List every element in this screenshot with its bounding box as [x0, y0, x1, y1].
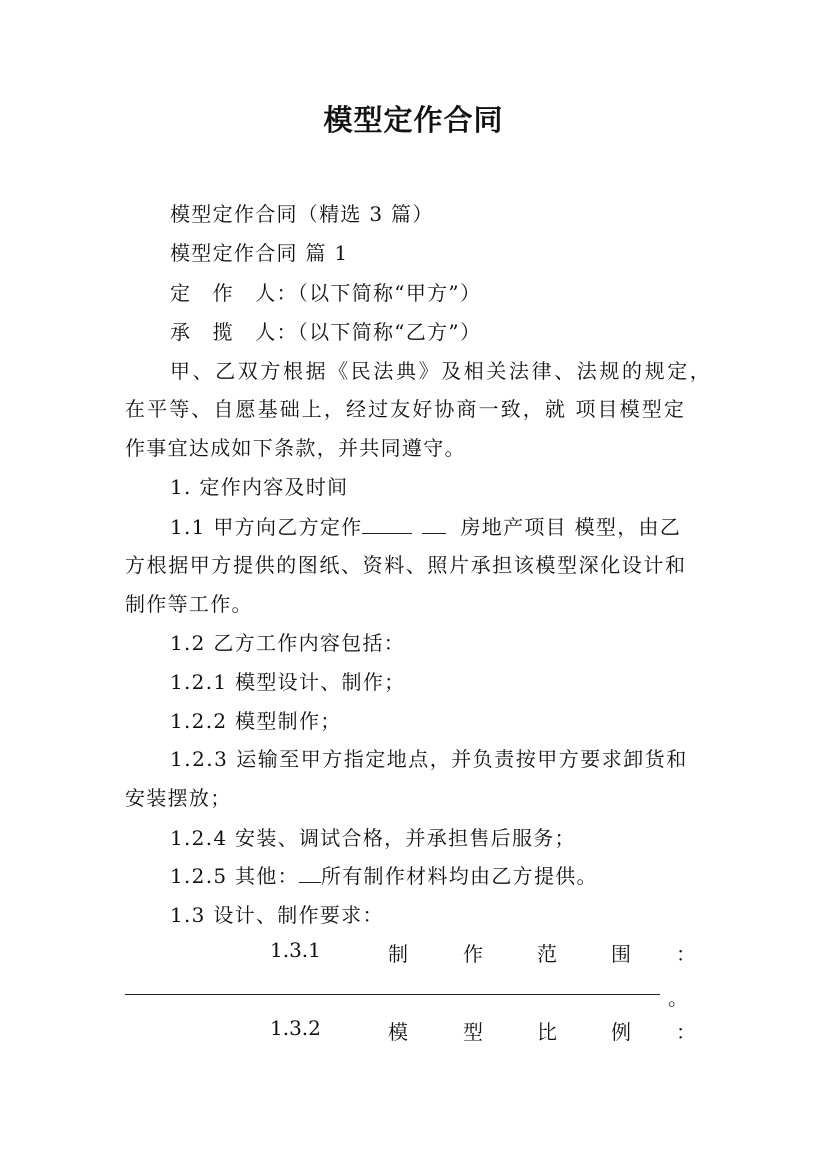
spread-char: 模 [388, 1020, 408, 1044]
blank-underline [422, 515, 446, 534]
paragraph-line: 甲、乙双方根据《民法典》及相关法律、法规的规定， [170, 359, 713, 383]
clause-heading: 1.3 设计、制作要求： [170, 903, 384, 927]
paragraph-line: 作事宜达成如下条款，并共同遵守。 [125, 436, 466, 460]
clause-line [170, 511, 681, 540]
paragraph-line: 方根据甲方提供的图纸、资料、照片承担该模型深化设计和 [125, 553, 687, 577]
clause-line: 1.2.3 运输至甲方指定地点，并负责按甲方要求卸货和 [170, 747, 688, 771]
clause-heading: 1.2 乙方工作内容包括： [170, 631, 406, 655]
document-title: 模型定作合同 [323, 103, 504, 137]
blank-underline [299, 864, 321, 883]
clause-line: 1.2.1 模型设计、制作； [170, 670, 406, 694]
clause-text: 所有制作材料均由乙方提供。 [320, 864, 598, 888]
clause-number: 1.3.1 [270, 938, 321, 962]
clause-text: 1.1 甲方向乙方定作 [170, 515, 363, 539]
paragraph-line: 安装摆放； [125, 786, 232, 810]
clause-line [170, 860, 598, 889]
spread-char: 作 [463, 942, 483, 966]
paragraph-line: 在平等、自愿基础上，经过友好协商一致，就 项目模型定 [125, 397, 686, 421]
subtitle-line: 模型定作合同（精选 3 篇） [170, 202, 434, 226]
end-mark: 。 [668, 986, 688, 1010]
spread-char: 范 [537, 942, 557, 966]
spread-char: 型 [463, 1020, 483, 1044]
clause-number: 1.3.2 [270, 1016, 321, 1040]
spread-char: 制 [388, 942, 408, 966]
spread-char: ： [676, 942, 696, 966]
blank-underline [362, 515, 412, 534]
clause-text: 1.2.5 其他： [170, 864, 299, 888]
party-b-line: 承 揽 人：（以下简称“乙方”） [170, 320, 482, 344]
spread-char: 比 [537, 1020, 557, 1044]
party-a-line: 定 作 人：（以下简称“甲方”） [170, 281, 482, 305]
clause-text: 房地产项目 模型，由乙 [460, 515, 682, 539]
paragraph-line: 制作等工作。 [125, 592, 253, 616]
clause-heading: 1. 定作内容及时间 [170, 475, 349, 499]
clause-line: 1.2.2 模型制作； [170, 709, 342, 733]
spread-char: 围 [611, 942, 631, 966]
section-heading: 模型定作合同 篇 1 [170, 241, 349, 265]
clause-line: 1.2.4 安装、调试合格，并承担售后服务； [170, 826, 576, 850]
fill-in-underline [125, 994, 660, 995]
spread-char: ： [676, 1020, 696, 1044]
spread-char: 例 [611, 1020, 631, 1044]
